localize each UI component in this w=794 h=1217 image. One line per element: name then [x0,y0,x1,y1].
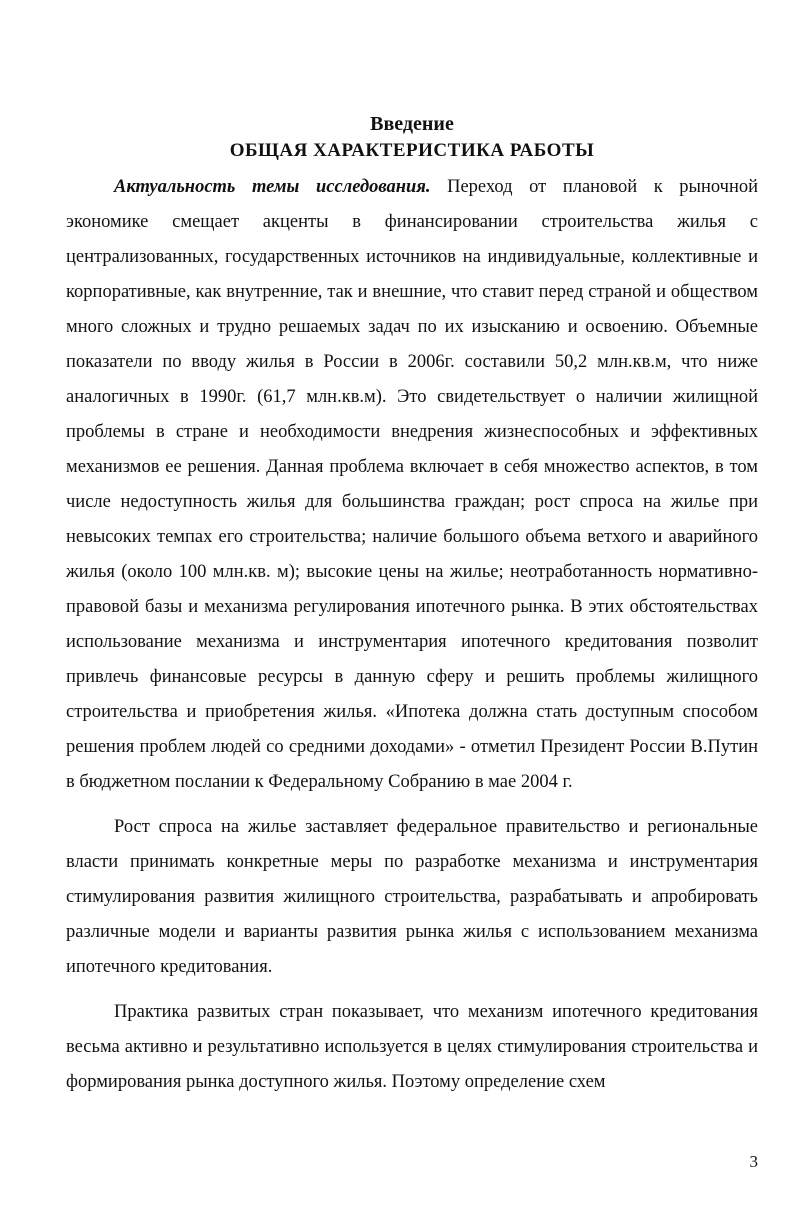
paragraph-relevance [66,170,758,800]
document-title: Введение [370,113,454,135]
paragraph-relevance-text: Переход от плановой к рыночной экономике смещает акценты в финансировании строительства жилья с централизованных, государственных источников на индивидуальные, коллективные и корпоративные, как внутренние, так и внешние, что ставит перед страной и обществом много сложных и трудно решаемых задач по их изысканию и освоению. Объемные показатели по вводу жилья в России в 2006г. составили 50,2 млн.кв.м, что ниже аналогичных в 1990г. (61,7 млн.кв.м). Это свидетельствует о наличии жилищной проблемы в стране и необходимости внедрения жизнеспособных и эффективных механизмов ее решения. Данная проблема включает в себя множество аспектов, в том числе недоступность жилья для большинства граждан; рост спроса на жилье при невысоких темпах его строительства; наличие большого объема ветхого и аварийного жилья (около 100 млн.кв. м); высокие цены на жилье; неотработанность нормативно-правовой базы и механизма регулирования ипотечного рынка. В этих обстоятельствах использование механизма и инструментария ипотечного кредитования позволит привлечь финансовые ресурсы в данную сферу и решить проблемы жилищного строительства и приобретения жилья. «Ипотека должна стать доступным способом решения проблем людей со средними доходами» - отметил Президент России В.Путин в бюджетном послании к Федеральному Собранию в мае 2004 г. [66,177,758,792]
page-number: 3 [749,1152,758,1171]
paragraph-demand: Рост спроса на жилье заставляет федеральное правительство и региональные власти принимать конкретные меры по разработке механизма и инструментария стимулирования развития жилищного строительства, разрабатывать и апробировать различные модели и варианты развития рынка жилья с использованием механизма ипотечного кредитования. [66,817,758,977]
document-page [66,110,758,1100]
paragraph-practice: Практика развитых стран показывает, что механизм ипотечного кредитования весьма активно и результативно используется в целях стимулирования строительства и формирования рынка доступного жилья. Поэтому определение схем [66,1002,758,1092]
document-subtitle: ОБЩАЯ ХАРАКТЕРИСТИКА РАБОТЫ [229,140,595,161]
paragraph-lead: Актуальность темы исследования. [114,177,431,197]
